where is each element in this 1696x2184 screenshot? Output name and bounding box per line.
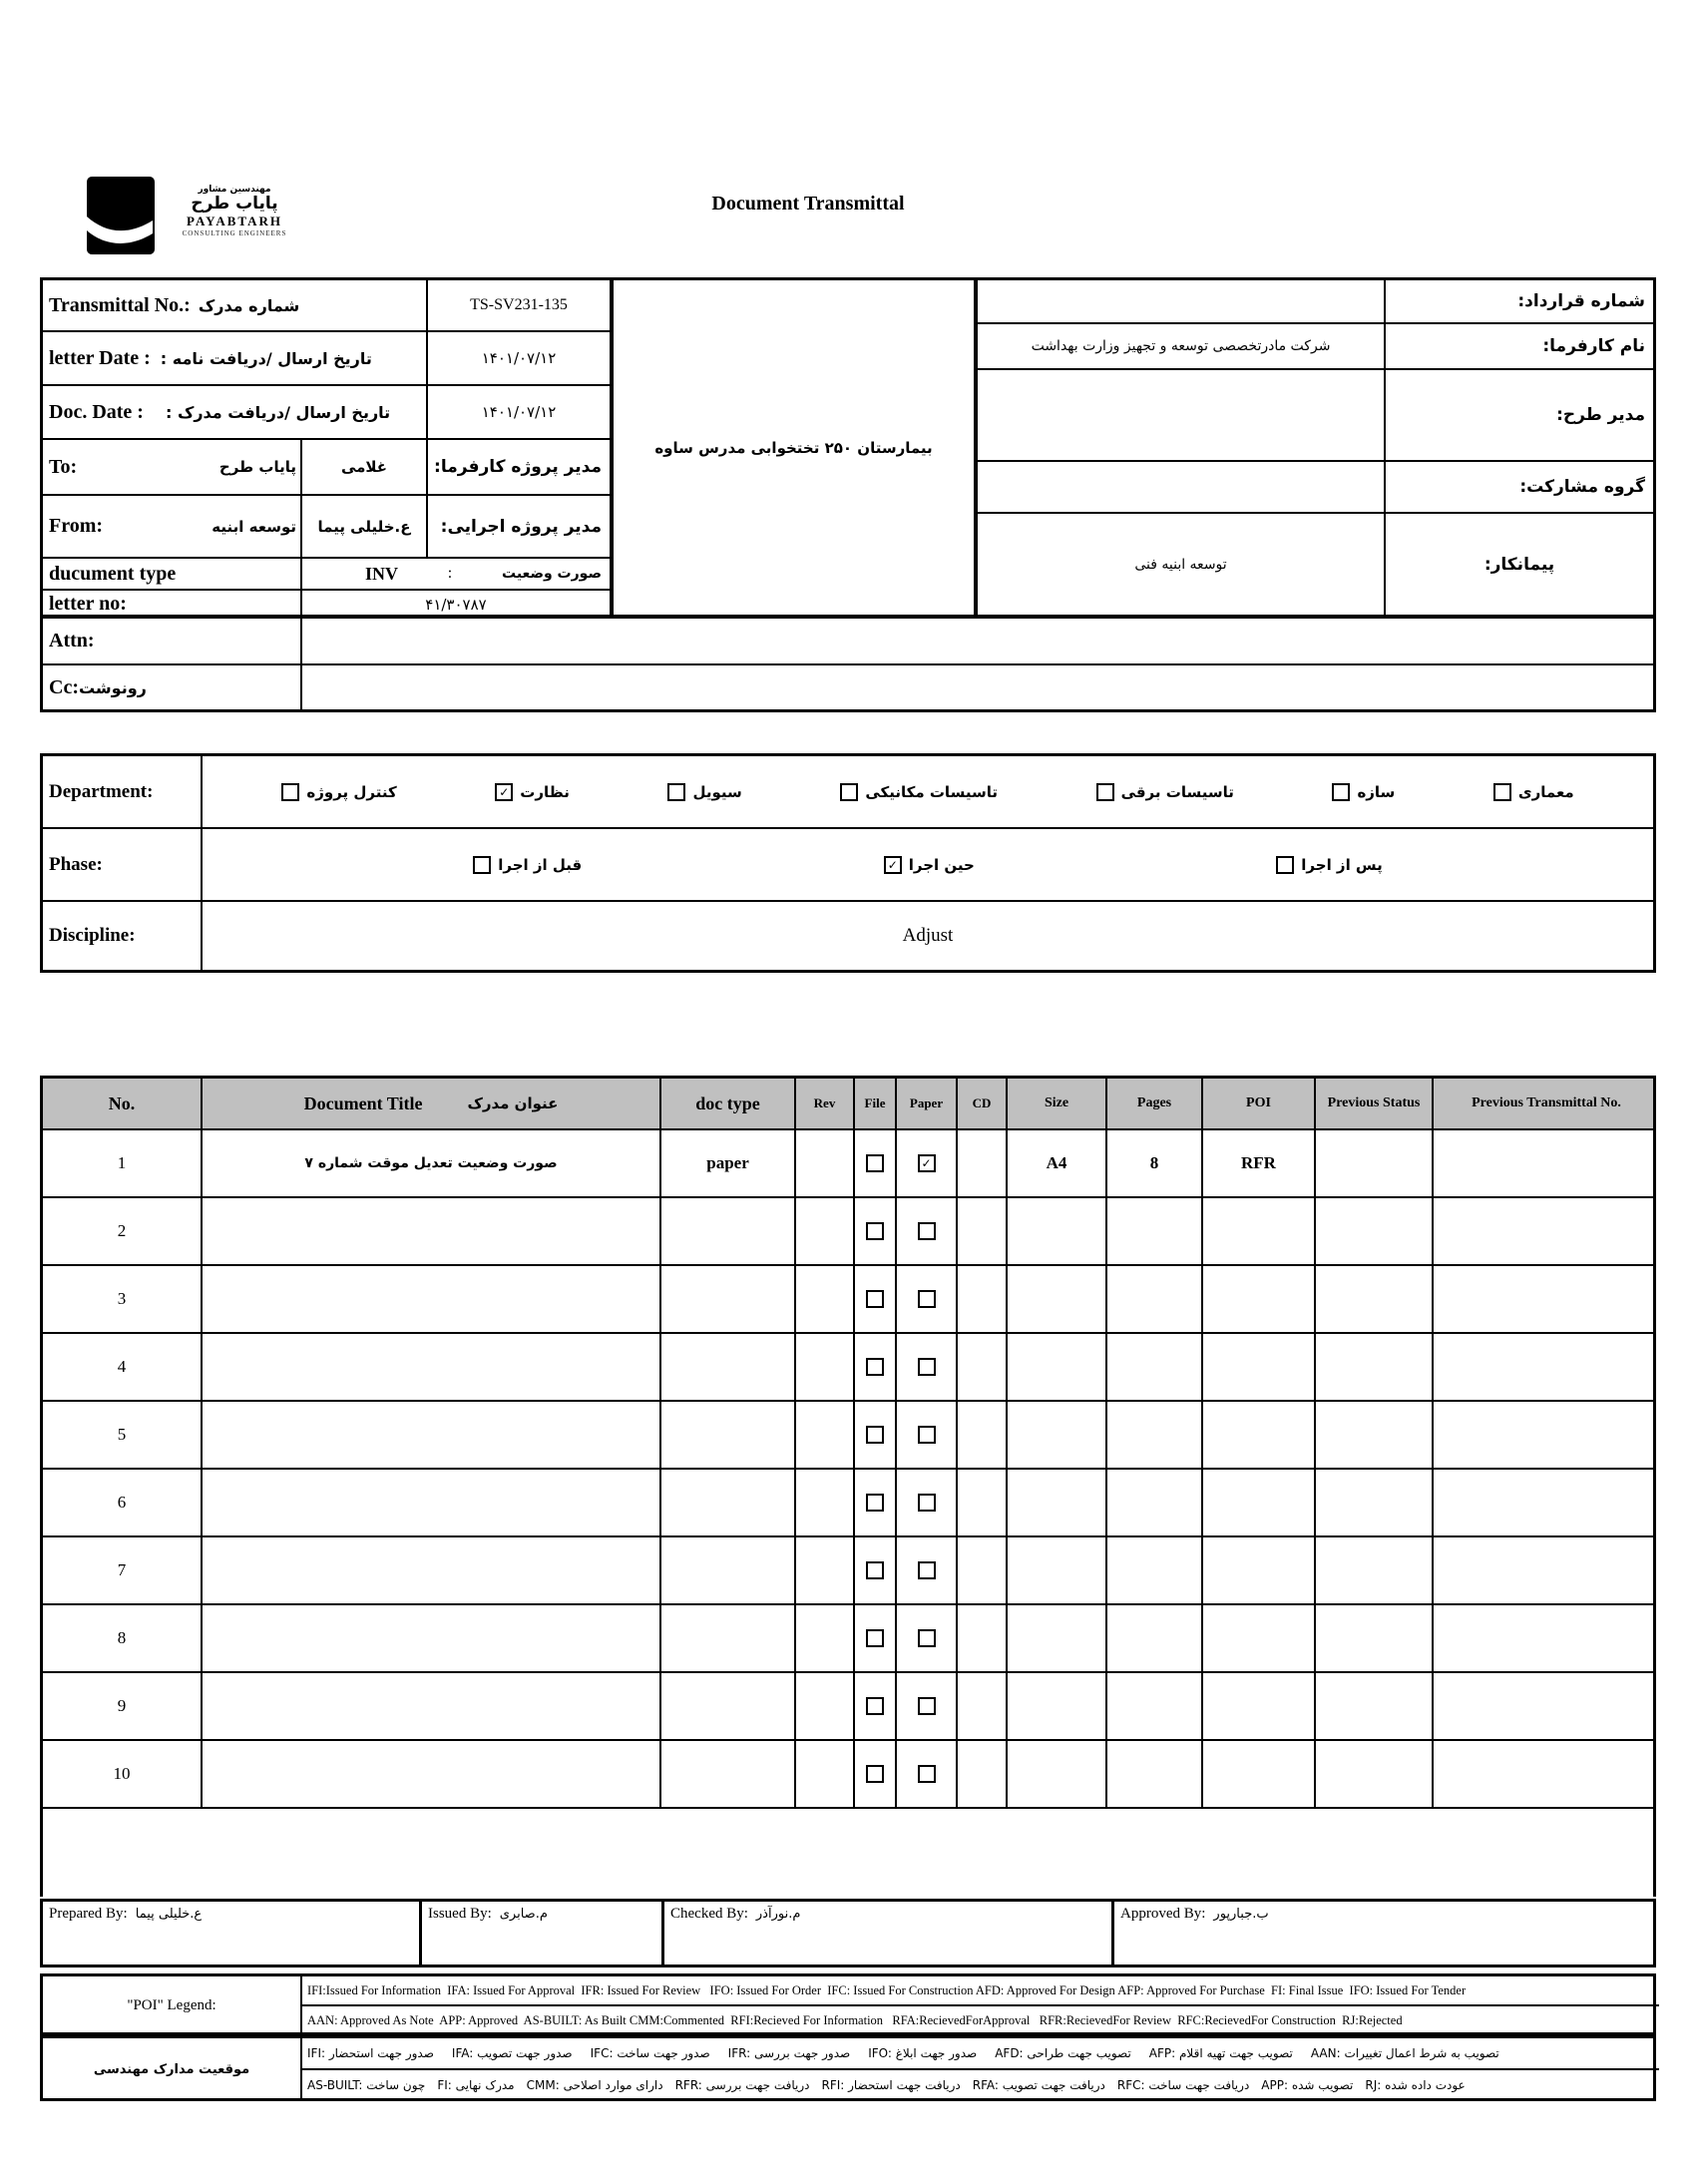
project-manager-value [978, 370, 1386, 462]
to-person-name: غلامی [302, 440, 428, 496]
col-header-prev-transmittal: Previous Transmittal No. [1472, 1095, 1621, 1111]
row-title: صورت وضعیت تعدیل موقت شماره ۷ [203, 1130, 661, 1196]
row-pages [1107, 1673, 1203, 1739]
row-size [1008, 1470, 1107, 1535]
documents-table [40, 1076, 1656, 1897]
letter-no-value: ۴۱/۳۰۷۸۷ [425, 595, 487, 614]
poi-legend-label: "POI" Legend: [43, 1976, 302, 2034]
from-person-name: ع.خلیلی پیما [302, 496, 428, 559]
row-paper-cell [897, 1673, 958, 1739]
row-no: 1 [43, 1130, 203, 1196]
phase-label-cell [43, 829, 203, 902]
row-prev-status [1316, 1673, 1434, 1739]
attn-cc-table [40, 616, 1656, 712]
department-label-cell [43, 756, 203, 829]
logo-fa-name: پایاب طرح [191, 194, 278, 214]
phase-before-checkbox[interactable] [473, 856, 491, 874]
department-option-label: سازه [1357, 782, 1396, 801]
table-row [43, 1198, 1653, 1266]
col-header-poi: POI [1203, 1079, 1316, 1128]
row-paper-cell [897, 1198, 958, 1264]
department-option-label: سیویل [692, 782, 742, 801]
cc-label-fa: رونوشت [78, 677, 147, 697]
file-checkbox[interactable] [866, 1561, 884, 1579]
row-title [203, 1673, 661, 1739]
col-header-rev: Rev [796, 1079, 855, 1128]
department-option-label: معماری [1517, 782, 1574, 801]
row-paper-cell [897, 1741, 958, 1807]
phase-option-label: پس از اجرا [1301, 855, 1383, 874]
department-civil-checkbox[interactable] [667, 783, 685, 801]
col-header-prev-status: Previous Status [1316, 1079, 1434, 1128]
issued-by-name: م.صابری [499, 1907, 548, 1922]
row-doc-type [661, 1741, 796, 1807]
row-rev [796, 1198, 855, 1264]
table-row [43, 1334, 1653, 1402]
row-rev [796, 1130, 855, 1196]
row-prev-transmittal [1434, 1402, 1659, 1468]
row-prev-transmittal [1434, 1266, 1659, 1332]
document-type-value-cell [302, 559, 610, 591]
row-prev-status [1316, 1402, 1434, 1468]
row-size [1008, 1741, 1107, 1807]
department-mechanical-checkbox[interactable] [840, 783, 858, 801]
row-cd-cell [958, 1198, 1008, 1264]
row-poi [1203, 1537, 1316, 1603]
row-cd-cell [958, 1402, 1008, 1468]
letter-no-label: letter no: [49, 593, 127, 615]
transmittal-no-value: TS-SV231-135 [428, 280, 610, 332]
approved-by-cell [1114, 1902, 1659, 1965]
row-no: 5 [43, 1402, 203, 1468]
row-file-cell [855, 1402, 897, 1468]
approved-by-label: Approved By: [1120, 1906, 1206, 1922]
phase-options [203, 829, 1653, 902]
client-name-value: شرکت مادرتخصصی توسعه و تجهیز وزارت بهداشت [978, 324, 1386, 370]
transmittal-no-label-en: Transmittal No.: [49, 293, 191, 316]
col-header-title [203, 1079, 661, 1128]
contract-no-value [978, 280, 1386, 324]
jv-group-label: گروه مشارکت: [1386, 462, 1653, 514]
phase-option-label: حین اجرا [908, 855, 975, 874]
row-rev [796, 1537, 855, 1603]
row-pages [1107, 1402, 1203, 1468]
file-checkbox[interactable] [866, 1290, 884, 1308]
doc-date-value: ۱۴۰۱/۰۷/۱۲ [428, 386, 610, 440]
row-file-cell [855, 1198, 897, 1264]
paper-checkbox[interactable] [918, 1290, 936, 1308]
col-header-file: File [855, 1079, 897, 1128]
row-paper-cell [897, 1605, 958, 1671]
department-option-label: تاسیسات مکانیکی [865, 782, 998, 801]
phase-label: Phase: [49, 853, 103, 875]
row-no: 4 [43, 1334, 203, 1400]
row-prev-status [1316, 1537, 1434, 1603]
cc-label-cell [43, 665, 302, 709]
checked-by-cell [664, 1902, 1114, 1965]
row-no: 6 [43, 1470, 203, 1535]
row-paper-cell [897, 1470, 958, 1535]
poi-legend-fa-row-1: IFI: صدور جهت استحضار IFA: صدور جهت تصویب IFC: صدور جهت ساخت IFR: صدور جهت بررسی IFO: صدور جهت ابلاغ AFD: تصویب جهت طراحی AFP: تصویب جهت تهیه اقلام AAN: تصویب به شرط اعمال تغییرات [302, 2038, 1659, 2070]
paper-checkbox[interactable] [918, 1358, 936, 1376]
col-header-pages: Pages [1107, 1079, 1203, 1128]
row-pages [1107, 1334, 1203, 1400]
col-header-title-en: Document Title [303, 1092, 423, 1113]
logo-en-name: PAYABTARH [186, 213, 283, 228]
document-type-label: ducument type [49, 562, 177, 585]
to-cell [43, 440, 302, 496]
row-size [1008, 1537, 1107, 1603]
row-file-cell [855, 1266, 897, 1332]
phase-option [884, 856, 975, 874]
project-name: بیمارستان ۲۵۰ تختخوابی مدرس ساوه [654, 438, 933, 457]
to-value: پایاب طرح [218, 458, 296, 476]
row-prev-status [1316, 1130, 1434, 1196]
letter-date-label-en: letter Date : [49, 346, 151, 369]
table-row [43, 1673, 1653, 1741]
letter-date-label-cell [43, 332, 428, 386]
table-row [43, 1470, 1653, 1537]
issued-by-label: Issued By: [428, 1906, 492, 1922]
row-paper-cell [897, 1402, 958, 1468]
col-header-title-fa: عنوان مدرک [467, 1094, 559, 1112]
row-file-cell [855, 1537, 897, 1603]
paper-checkbox[interactable] [918, 1426, 936, 1444]
checked-by-name: م.نورآذر [755, 1907, 801, 1922]
row-pages [1107, 1605, 1203, 1671]
phase-option [473, 856, 582, 874]
logo-fa-tagline: مهندسین مشاور [198, 185, 271, 195]
approved-by-name: ب.جبارپور [1213, 1907, 1269, 1922]
file-checkbox[interactable] [866, 1629, 884, 1647]
doc-date-label-fa: تاریخ ارسال /دریافت مدرک : [165, 402, 391, 422]
paper-checkbox[interactable] [918, 1561, 936, 1579]
row-size [1008, 1266, 1107, 1332]
transmittal-no-label-cell [43, 280, 428, 332]
col-header-paper: Paper [897, 1079, 958, 1128]
row-poi [1203, 1741, 1316, 1807]
paper-checkbox[interactable] [918, 1154, 936, 1172]
row-pages [1107, 1266, 1203, 1332]
row-size [1008, 1605, 1107, 1671]
documents-table-header [43, 1079, 1653, 1130]
row-file-cell [855, 1673, 897, 1739]
file-checkbox[interactable] [866, 1358, 884, 1376]
phase-after-checkbox[interactable] [1276, 856, 1294, 874]
file-checkbox[interactable] [866, 1494, 884, 1512]
row-size [1008, 1402, 1107, 1468]
row-poi [1203, 1605, 1316, 1671]
row-no: 8 [43, 1605, 203, 1671]
row-poi: RFR [1203, 1130, 1316, 1196]
row-prev-transmittal [1434, 1198, 1659, 1264]
row-poi [1203, 1334, 1316, 1400]
row-paper-cell [897, 1537, 958, 1603]
from-cell [43, 496, 302, 559]
row-no: 7 [43, 1537, 203, 1603]
phase-option-label: قبل از اجرا [498, 855, 583, 874]
row-rev [796, 1334, 855, 1400]
classification-table [40, 753, 1656, 973]
to-label: To: [49, 455, 78, 478]
row-file-cell [855, 1741, 897, 1807]
row-prev-transmittal [1434, 1741, 1659, 1807]
prepared-by-name: ع.خلیلی پیما [135, 1907, 203, 1922]
row-prev-status [1316, 1605, 1434, 1671]
letter-date-label-fa: تاریخ ارسال /دریافت نامه : [160, 348, 372, 368]
table-row [43, 1537, 1653, 1605]
document-type-value: INV [365, 563, 399, 584]
row-size [1008, 1673, 1107, 1739]
department-option-label: نظارت [520, 782, 570, 801]
row-prev-status [1316, 1266, 1434, 1332]
row-no: 3 [43, 1266, 203, 1332]
row-doc-type [661, 1605, 796, 1671]
row-doc-type [661, 1198, 796, 1264]
contract-no-label: شماره قرارداد: [1386, 280, 1653, 324]
row-size: A4 [1008, 1130, 1107, 1196]
row-title [203, 1198, 661, 1264]
row-no: 10 [43, 1741, 203, 1807]
poi-legend-fa-label: موقعیت مدارک مهندسی [43, 2038, 302, 2100]
row-prev-transmittal [1434, 1470, 1659, 1535]
row-cd-cell [958, 1266, 1008, 1332]
row-rev [796, 1741, 855, 1807]
table-row [43, 1266, 1653, 1334]
poi-legend-row-1: IFI:Issued For Information IFA: Issued For Approval IFR: Issued For Review IFO: Issued For Order IFC: Issued For Construction AFD: Approved For Design AFP: Approved For Purchase FI: Final Issue IFO: Issued For Tender [302, 1976, 1659, 2006]
paper-checkbox[interactable] [918, 1494, 936, 1512]
row-prev-transmittal [1434, 1334, 1659, 1400]
project-name-cell [611, 277, 977, 618]
row-no: 2 [43, 1198, 203, 1264]
row-rev [796, 1605, 855, 1671]
row-poi [1203, 1470, 1316, 1535]
phase-during-checkbox[interactable] [884, 856, 902, 874]
row-prev-status [1316, 1334, 1434, 1400]
row-size [1008, 1334, 1107, 1400]
poi-legend-table [40, 1973, 1656, 2035]
department-option [1493, 783, 1574, 801]
col-header-no: No. [43, 1079, 203, 1128]
discipline-label-cell [43, 902, 203, 970]
document-type-fa: صورت وضعیت [502, 566, 602, 582]
transmittal-info-table [40, 277, 613, 618]
row-doc-type [661, 1673, 796, 1739]
table-row [43, 1130, 1653, 1198]
row-prev-status [1316, 1198, 1434, 1264]
department-structure-checkbox[interactable] [1332, 783, 1350, 801]
department-option-label: کنترل پروژه [306, 782, 397, 801]
logo-en-subtitle: CONSULTING ENGINEERS [182, 228, 287, 237]
issued-by-cell [422, 1902, 664, 1965]
file-checkbox[interactable] [866, 1765, 884, 1783]
contract-info-table [975, 277, 1656, 618]
row-paper-cell [897, 1266, 958, 1332]
letter-no-label-cell [43, 591, 302, 618]
department-project-control-checkbox[interactable] [281, 783, 299, 801]
row-file-cell [855, 1334, 897, 1400]
row-cd-cell [958, 1741, 1008, 1807]
row-title [203, 1605, 661, 1671]
row-pages: 8 [1107, 1130, 1203, 1196]
row-pages [1107, 1198, 1203, 1264]
row-size [1008, 1198, 1107, 1264]
row-poi [1203, 1266, 1316, 1332]
row-paper-cell [897, 1334, 958, 1400]
executive-pm-label: مدیر پروژه اجرایی: [428, 496, 610, 559]
row-title [203, 1266, 661, 1332]
department-option-label: تاسیسات برقی [1120, 782, 1234, 801]
row-rev [796, 1266, 855, 1332]
row-doc-type [661, 1537, 796, 1603]
cc-label-en: Cc: [49, 675, 79, 698]
department-electrical-checkbox[interactable] [1096, 783, 1114, 801]
row-prev-transmittal [1434, 1537, 1659, 1603]
department-option [840, 783, 998, 801]
file-checkbox[interactable] [866, 1154, 884, 1172]
row-rev [796, 1470, 855, 1535]
company-logo-icon [87, 177, 155, 254]
page-title: Document Transmittal [711, 193, 905, 215]
paper-checkbox[interactable] [918, 1222, 936, 1240]
table-row [43, 1741, 1653, 1809]
file-checkbox[interactable] [866, 1222, 884, 1240]
row-file-cell [855, 1605, 897, 1671]
client-name-label: نام کارفرما: [1386, 324, 1653, 370]
doc-date-label-en: Doc. Date : [49, 400, 144, 423]
table-row [43, 1402, 1653, 1470]
paper-checkbox[interactable] [918, 1629, 936, 1647]
row-title [203, 1402, 661, 1468]
row-pages [1107, 1537, 1203, 1603]
paper-checkbox[interactable] [918, 1697, 936, 1715]
transmittal-no-label-fa: شماره مدرک [198, 295, 300, 315]
row-cd-cell [958, 1673, 1008, 1739]
prepared-by-label: Prepared By: [49, 1906, 128, 1922]
row-doc-type [661, 1266, 796, 1332]
row-poi [1203, 1198, 1316, 1264]
row-paper-cell [897, 1130, 958, 1196]
attn-label: Attn: [49, 630, 95, 652]
row-prev-transmittal [1434, 1605, 1659, 1671]
attn-label-cell [43, 619, 302, 665]
row-pages [1107, 1470, 1203, 1535]
poi-legend-fa-table [40, 2035, 1656, 2101]
row-doc-type [661, 1470, 796, 1535]
row-title [203, 1334, 661, 1400]
row-title [203, 1470, 661, 1535]
row-prev-status [1316, 1741, 1434, 1807]
file-checkbox[interactable] [866, 1697, 884, 1715]
row-title [203, 1537, 661, 1603]
contractor-value: توسعه ابنیه فنی [978, 514, 1386, 615]
row-poi [1203, 1402, 1316, 1468]
from-label: From: [49, 515, 104, 537]
department-option [1332, 783, 1395, 801]
row-rev [796, 1673, 855, 1739]
prepared-by-cell [43, 1902, 422, 1965]
poi-legend-row-2: AAN: Approved As Note APP: Approved AS-BUILT: As Built CMM:Commented RFI:Recieved For Information RFA:RecievedForApproval RFR:RecievedFor Review RFC:RecievedFor Construction RJ:Rejected [307, 2012, 1403, 2027]
document-type-label-cell [43, 559, 302, 591]
letter-date-value: ۱۴۰۱/۰۷/۱۲ [428, 332, 610, 386]
department-architecture-checkbox[interactable] [1493, 783, 1511, 801]
row-doc-type [661, 1334, 796, 1400]
department-supervision-checkbox[interactable] [495, 783, 513, 801]
row-pages [1107, 1741, 1203, 1807]
row-prev-transmittal [1434, 1130, 1659, 1196]
row-prev-status [1316, 1470, 1434, 1535]
discipline-label: Discipline: [49, 925, 136, 946]
row-cd-cell [958, 1605, 1008, 1671]
file-checkbox[interactable] [866, 1426, 884, 1444]
checked-by-label: Checked By: [670, 1906, 748, 1922]
row-title [203, 1741, 661, 1807]
from-value: توسعه ابنیه [212, 517, 296, 536]
row-cd-cell [958, 1537, 1008, 1603]
project-manager-label: مدیر طرح: [1386, 370, 1653, 462]
company-logo-text [160, 185, 309, 237]
col-header-size: Size [1008, 1079, 1107, 1128]
document-type-colon: : [447, 565, 453, 582]
discipline-value: Adjust [902, 925, 954, 946]
row-file-cell [855, 1130, 897, 1196]
row-poi [1203, 1673, 1316, 1739]
cc-value [302, 665, 1653, 709]
row-cd-cell [958, 1130, 1008, 1196]
col-header-doc-type: doc type [661, 1079, 796, 1128]
client-pm-label: مدیر پروژه کارفرما: [428, 440, 610, 496]
row-doc-type: paper [661, 1130, 796, 1196]
row-prev-transmittal [1434, 1673, 1659, 1739]
jv-group-value [978, 462, 1386, 514]
table-row [43, 1605, 1653, 1673]
department-option [495, 783, 570, 801]
row-doc-type [661, 1402, 796, 1468]
row-rev [796, 1402, 855, 1468]
department-option [667, 783, 741, 801]
department-options [203, 756, 1653, 829]
department-option [281, 783, 396, 801]
paper-checkbox[interactable] [918, 1765, 936, 1783]
doc-date-label-cell [43, 386, 428, 440]
signatures-row [40, 1899, 1656, 1967]
row-file-cell [855, 1470, 897, 1535]
row-cd-cell [958, 1334, 1008, 1400]
contractor-label: پیمانکار: [1484, 554, 1555, 575]
phase-option [1276, 856, 1382, 874]
department-option [1096, 783, 1234, 801]
row-no: 9 [43, 1673, 203, 1739]
attn-value [302, 619, 1653, 665]
row-cd-cell [958, 1470, 1008, 1535]
department-label: Department: [49, 780, 154, 802]
col-header-cd: CD [958, 1079, 1008, 1128]
poi-legend-fa-row-2: AS-BUILT: چون ساخت FI: مدرک نهایی CMM: دارای موارد اصلاحی RFR: دریافت جهت بررسی RFI: دریافت جهت استحضار RFA: دریافت جهت تصویب RFC: دریافت جهت ساخت APP: تصویب شده RJ: عودت داده شده [307, 2078, 1466, 2092]
